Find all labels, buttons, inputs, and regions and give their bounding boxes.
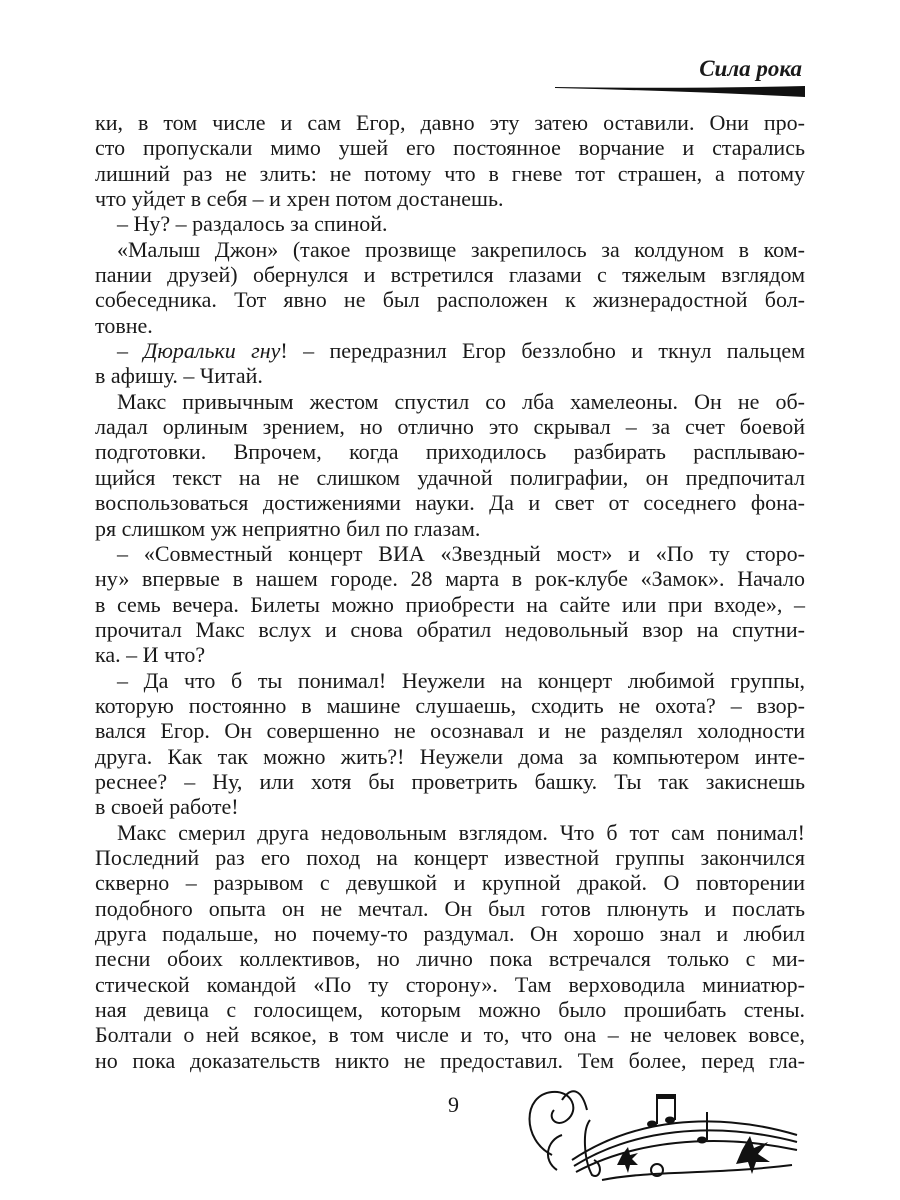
text-line: в своей работе! xyxy=(95,794,239,820)
text-line: прочитал Макс вслух и снова обратил недовольный взор на спутни- xyxy=(95,616,805,642)
text-segment: – xyxy=(117,338,144,364)
text-line: скверно – разрывом с девушкой и крупной дракой. О повторении xyxy=(95,870,805,896)
text-line: товне. xyxy=(95,312,153,338)
text-line: песни обоих коллективов, но лично пока встречался только с ми- xyxy=(95,946,805,972)
page-number: 9 xyxy=(448,1092,459,1117)
text-line: ря слишком уж неприятно бил по глазам. xyxy=(95,515,481,541)
text-line: Макс смерил друга недовольным взглядом. Что б тот сам понимал! xyxy=(117,819,805,845)
text-line: лишний раз не злить: не потому что в гневе тот страшен, а потому xyxy=(95,160,805,186)
text-line: вался Егор. Он совершенно не осознавал и не разделял холодности xyxy=(95,718,805,744)
text-line: реснее? – Ну, или хотя бы проветрить башку. Ты так закиснешь xyxy=(95,768,805,794)
text-line: в афишу. – Читай. xyxy=(95,363,263,389)
music-notes-ornament-icon xyxy=(512,1080,812,1185)
text-segment: ! – передразнил Егор беззлобно и ткнул пальцем xyxy=(280,338,806,364)
text-line: друга подальше, но почему-то раздумал. Он хорошо знал и любил xyxy=(95,921,805,946)
running-title: Сила рока xyxy=(699,56,802,81)
text-line: в семь вечера. Билеты можно приобрести на сайте или при входе», – xyxy=(95,591,805,617)
text-line: друга. Как так можно жить?! Неужели дома за компьютером инте- xyxy=(95,743,805,769)
text-line: собеседника. Тот явно не был расположен к жизнерадостной бол- xyxy=(95,287,805,313)
text-line: Последний раз его поход на концерт известной группы закончился xyxy=(95,844,805,870)
text-line: пании друзей) обернулся и встретился глазами с тяжелым взглядом xyxy=(95,262,805,288)
text-line: «Малыш Джон» (такое прозвище закрепилось за колдуном в ком- xyxy=(117,236,805,262)
text-line: стической командой «По ту сторону». Там верховодила миниатюр- xyxy=(95,971,805,997)
text-line: но пока доказательств никто не предоставил. Тем более, перед гла- xyxy=(95,1047,805,1073)
text-line: – «Совместный концерт ВИА «Звездный мост» и «По ту сторо- xyxy=(117,540,805,566)
text-line: ки, в том числе и сам Егор, давно эту затею оставили. Они про- xyxy=(95,110,805,135)
text-line: что уйдет в себя – и хрен потом достанешь. xyxy=(95,186,504,212)
text-line: щийся текст на не слишком удачной полиграфии, он предпочитал xyxy=(95,464,805,490)
text-line: Болтали о ней всякое, в том числе и то, что она – не человек вовсе, xyxy=(95,1022,805,1048)
text-line: Макс привычным жестом спустил со лба хамелеоны. Он не об- xyxy=(117,388,805,414)
text-line: подготовки. Впрочем, когда приходилось разбирать расплываю- xyxy=(95,439,805,465)
text-line: ладал орлиным зрением, но отлично это скрывал – за счет боевой xyxy=(95,414,805,440)
text-line: ная девица с голосищем, которым можно было прошибать стены. xyxy=(95,997,805,1023)
text-line: ну» впервые в нашем городе. 28 марта в рок-клубе «Замок». Начало xyxy=(95,566,805,592)
text-line: подобного опыта он не мечтал. Он был готов плюнуть и послать xyxy=(95,895,805,921)
text-line: – Ну? – раздалось за спиной. xyxy=(117,211,388,237)
header-rule xyxy=(555,85,805,97)
italic-segment: Дюральки гну xyxy=(143,338,281,364)
text-line: сто пропускали мимо ушей его постоянное ворчание и старались xyxy=(95,135,805,161)
text-line: ка. – И что? xyxy=(95,642,206,668)
text-line xyxy=(95,338,805,363)
text-line: которую постоянно в машине слушаешь, сходить не охота? – взор- xyxy=(95,692,805,718)
text-line: – Да что б ты понимал! Неужели на концерт любимой группы, xyxy=(117,667,805,693)
text-line: воспользоваться достижениями науки. Да и свет от соседнего фона- xyxy=(95,490,805,516)
body-text xyxy=(95,110,805,1073)
